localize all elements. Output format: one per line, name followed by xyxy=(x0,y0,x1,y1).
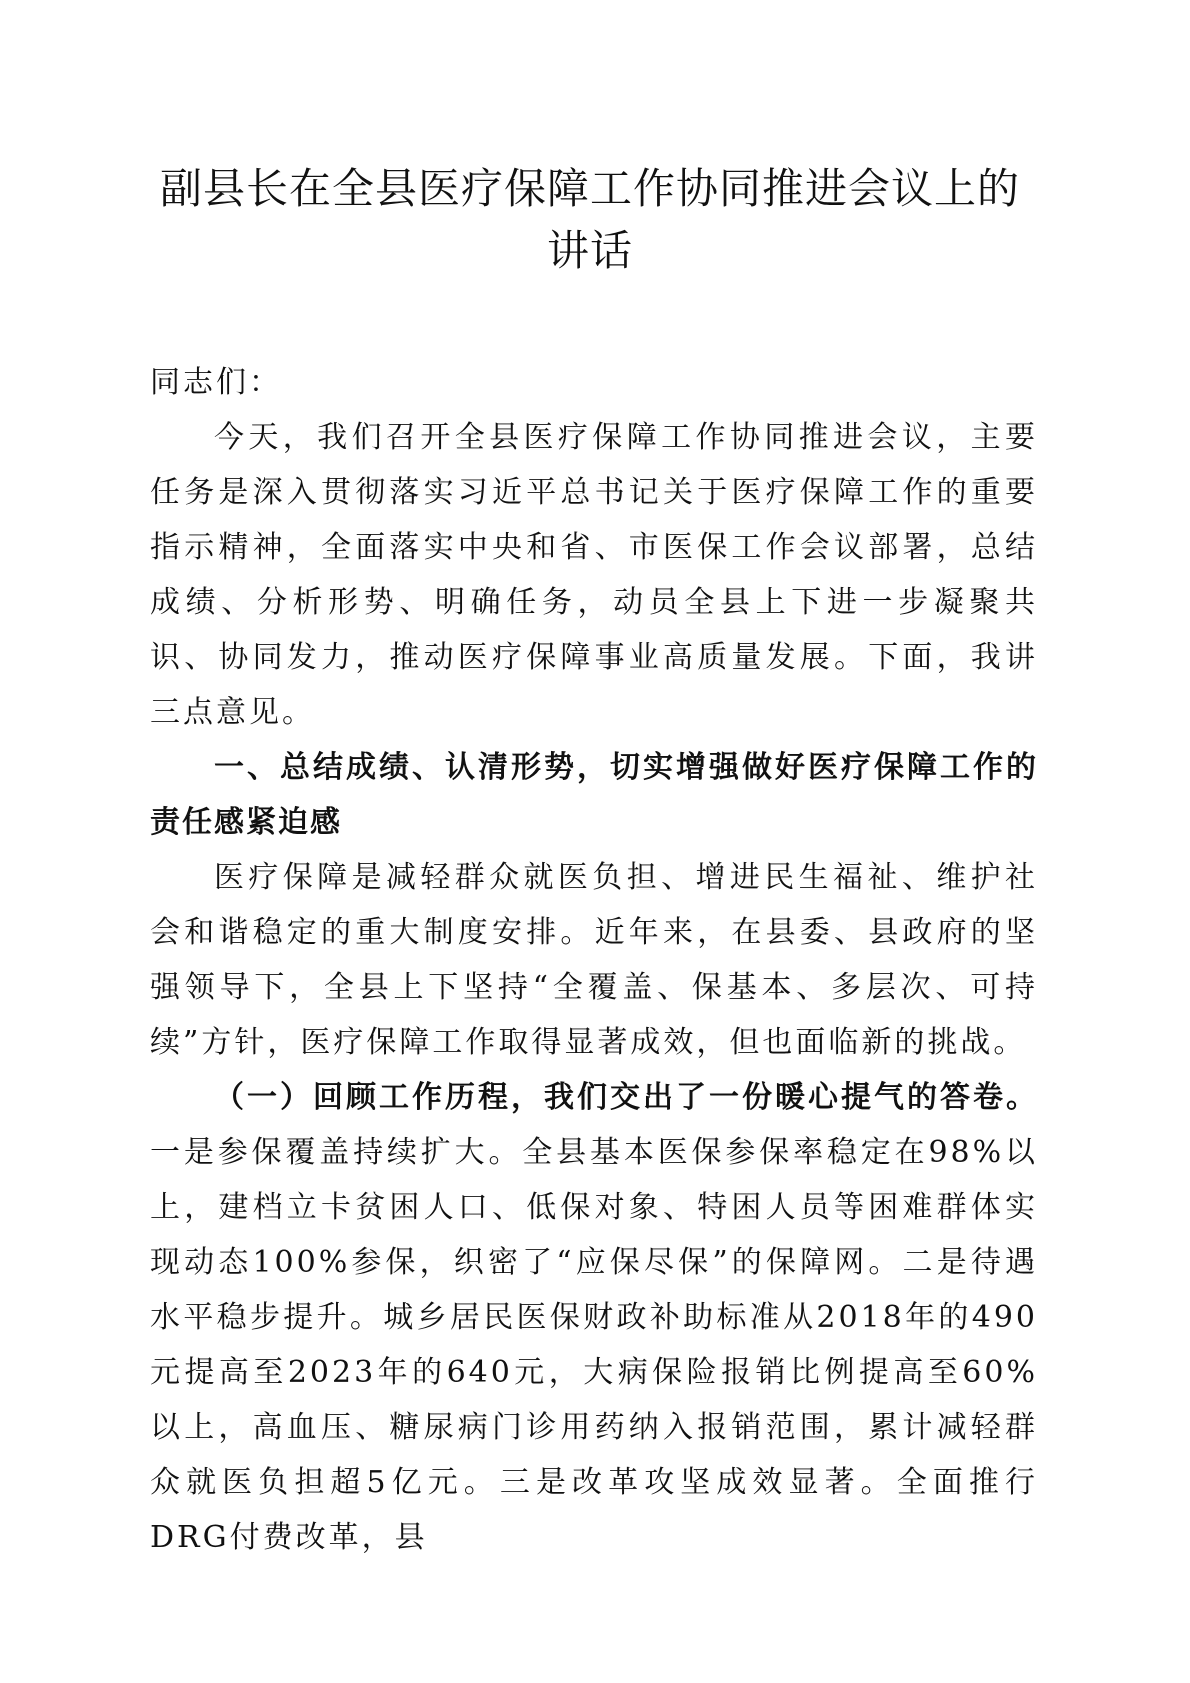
section-1-paragraph: 医疗保障是减轻群众就医负担、增进民生福祉、维护社会和谐稳定的重大制度安排。近年来，在县委、县政府的坚强领导下，全县上下坚持“全覆盖、保基本、多层次、可持续”方针，医疗保障工作取得显著成效，但也面临新的挑战。 xyxy=(150,860,1038,1060)
subsection-1-paragraph xyxy=(150,1070,1038,1565)
title-line-2: 讲话 xyxy=(546,226,633,275)
title-line-1: 副县长在全县医疗保障工作协同推进会议上的 xyxy=(159,164,1020,213)
section-1-heading: 一、总结成绩、认清形势，切实增强做好医疗保障工作的责任感紧迫感 xyxy=(150,750,1038,840)
salutation: 同志们： xyxy=(150,365,282,400)
document-body xyxy=(150,355,1038,1565)
document-title xyxy=(140,158,1040,282)
subsection-1-heading: （一）回顾工作历程，我们交出了一份暖心提气的答卷。 xyxy=(214,1080,1038,1115)
intro-paragraph: 今天，我们召开全县医疗保障工作协同推进会议，主要任务是深入贯彻落实习近平总书记关于医疗保障工作的重要指示精神，全面落实中央和省、市医保工作会议部署，总结成绩、分析形势、明确任务，动员全县上下进一步凝聚共识、协同发力，推动医疗保障事业高质量发展。下面，我讲三点意见。 xyxy=(150,420,1038,730)
subsection-1-text: 一是参保覆盖持续扩大。全县基本医保参保率稳定在98%以上，建档立卡贫困人口、低保对象、特困人员等困难群体实现动态100%参保，织密了“应保尽保”的保障网。二是待遇水平稳步提升。城乡居民医保财政补助标准从2018年的490元提高至2023年的640元，大病保险报销比例提高至60%以上，高血压、糖尿病门诊用药纳入报销范围，累计减轻群众就医负担超5亿元。三是改革攻坚成效显著。全面推行DRG付费改革，县 xyxy=(150,1135,1038,1555)
